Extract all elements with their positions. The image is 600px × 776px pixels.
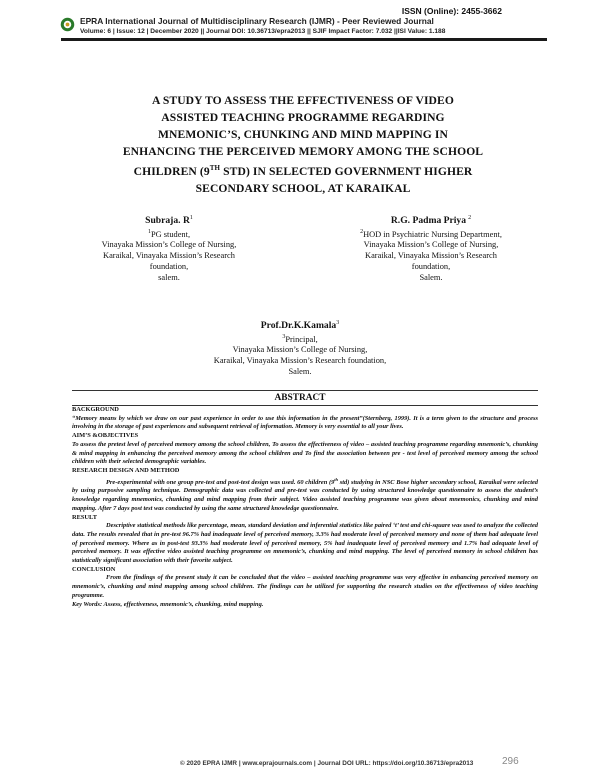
abstract-top-rule: [72, 390, 538, 391]
conclusion-heading: CONCLUSION: [72, 565, 116, 573]
paper-title: A STUDY TO ASSESS THE EFFECTIVENESS OF VIDEO ASSISTED TEACHING PROGRAMME REGARDING MNEMONIC’S, CHUNKING AND MIND MAPPING IN ENHANCING THE PERCEIVED MEMORY AMONG THE SCHOOL CHILDREN (9TH STD) IN SELECTED GOVERNMENT HIGHER SECONDARY SCHOOL, AT KARAIKAL: [122, 94, 484, 195]
result-text: Descriptive statistical methods like percentage, mean, standard deviation and inferential statistics like paired ‘t’ test and chi-square was used to analyze the collected data. The results revealed that in pre-test 96.7% had inadequate level of perceived memory, 3.3% had moderate level of perceived memory and none of them had adequate level of perceived memory. Where as in post-test 93.3% had moderate level of perceived memory, 5% had inadequate level of perceived memory and 1.7% had adequate level of perceived memory. It was effective video assisted teaching programme on mnemonic’s, chunking and mind mapping. The level of perceived memory in school children has statistically significant association with their favorite subject.: [72, 522, 538, 565]
author-block-2: R.G. Padma Priya $^2$ $^2$HOD in Psychiatric Nursing Department, Vinayaka Mission’s College of Nursing, Karaikal, Vinayaka Mission’s Research foundation, Salem.: [360, 214, 502, 282]
issn-label: ISSN (Online): 2455-3662: [401, 6, 502, 16]
journal-name: EPRA International Journal of Multidisciplinary Research (IJMR) - Peer Reviewed Journal: [80, 16, 434, 26]
aims-text: To assess the pretest level of perceived memory among the school children, To assess the effectiveness of video – assisted teaching programme regarding mnemonic’s, chunking & mind mapping in enhancing the perceived memory among the school children and To find the association between pre - test level of perceived memory among the school children with their selected demographic variables.: [72, 440, 538, 466]
design-heading: RESEARCH DESIGN AND METHOD: [72, 466, 180, 474]
conclusion-text: From the findings of the present study it can be concluded that the video – assisted teaching programme was very effective in enhancing perceived memory on mnemonic’s, chunking and mind mapping among school children. The findings can be utilized for supporting the research studies on the effectiveness of video teaching programme.: [72, 574, 538, 599]
author-block-1: Subraja. $R^1$ $^1$PG student, Vinayaka Mission’s College of Nursing, Karaikal, Vinayaka Mission’s Research foundation, salem.: [101, 214, 237, 282]
journal-meta: Volume: 6 | Issue: 12 | December 2020 || Journal DOI: 10.36713/epra2013 || SJIF Impact Factor: 7.032 ||ISI Value: 1.188: [80, 28, 446, 35]
header-divider: [61, 38, 547, 41]
abstract-body: [72, 406, 538, 609]
keywords: Key Words: Assess, effectiveness, mnemonic’s, chunking, mind mapping.: [72, 600, 264, 608]
background-heading: BACKGROUND: [72, 406, 119, 413]
author-block-3: Prof.Dr.K.Kamala$^3$ $^3$Principal, Vinayaka Mission’s College of Nursing, Karaikal, Vinayaka Mission’s Research foundation, Salem.: [213, 319, 387, 376]
page-number: 296: [502, 756, 519, 767]
background-text: “Memory means by which we draw on our past experience in order to use this information in the present”(Sternberg, 1999). It is a term given to the structure and process involving in the storage of past experiences and subsequent retrieval of information. Memory is very essential to all your lives.: [72, 414, 538, 431]
result-heading: RESULT: [72, 513, 97, 521]
footer-text: © 2020 EPRA IJMR | www.eprajournals.com | Journal DOI URL: https://doi.org/10.36713/epra2013: [180, 760, 474, 767]
epra-logo-icon: [60, 17, 75, 32]
design-text: Pre-experimental with one group pre-test and post-test design was used. 60 children (9th std) studying in NSC Bose higher secondary school, Karaikal were selected by using purposive sampling technique. Demographic data was collected and pre-test was conducted by using structured knowledge questionnaire to assess the student’s knowledge regarding mnemonics, chunking and mind mapping from their subject. Video assisted teaching programme was given about mnemonics, chunking and mind mapping. After 7 days post test was conducted by using the same structured knowledge questionnaire.: [72, 476, 538, 512]
abstract-heading: ABSTRACT: [274, 393, 326, 403]
aims-heading: AIM’S &OBJECTIVES: [72, 432, 139, 440]
